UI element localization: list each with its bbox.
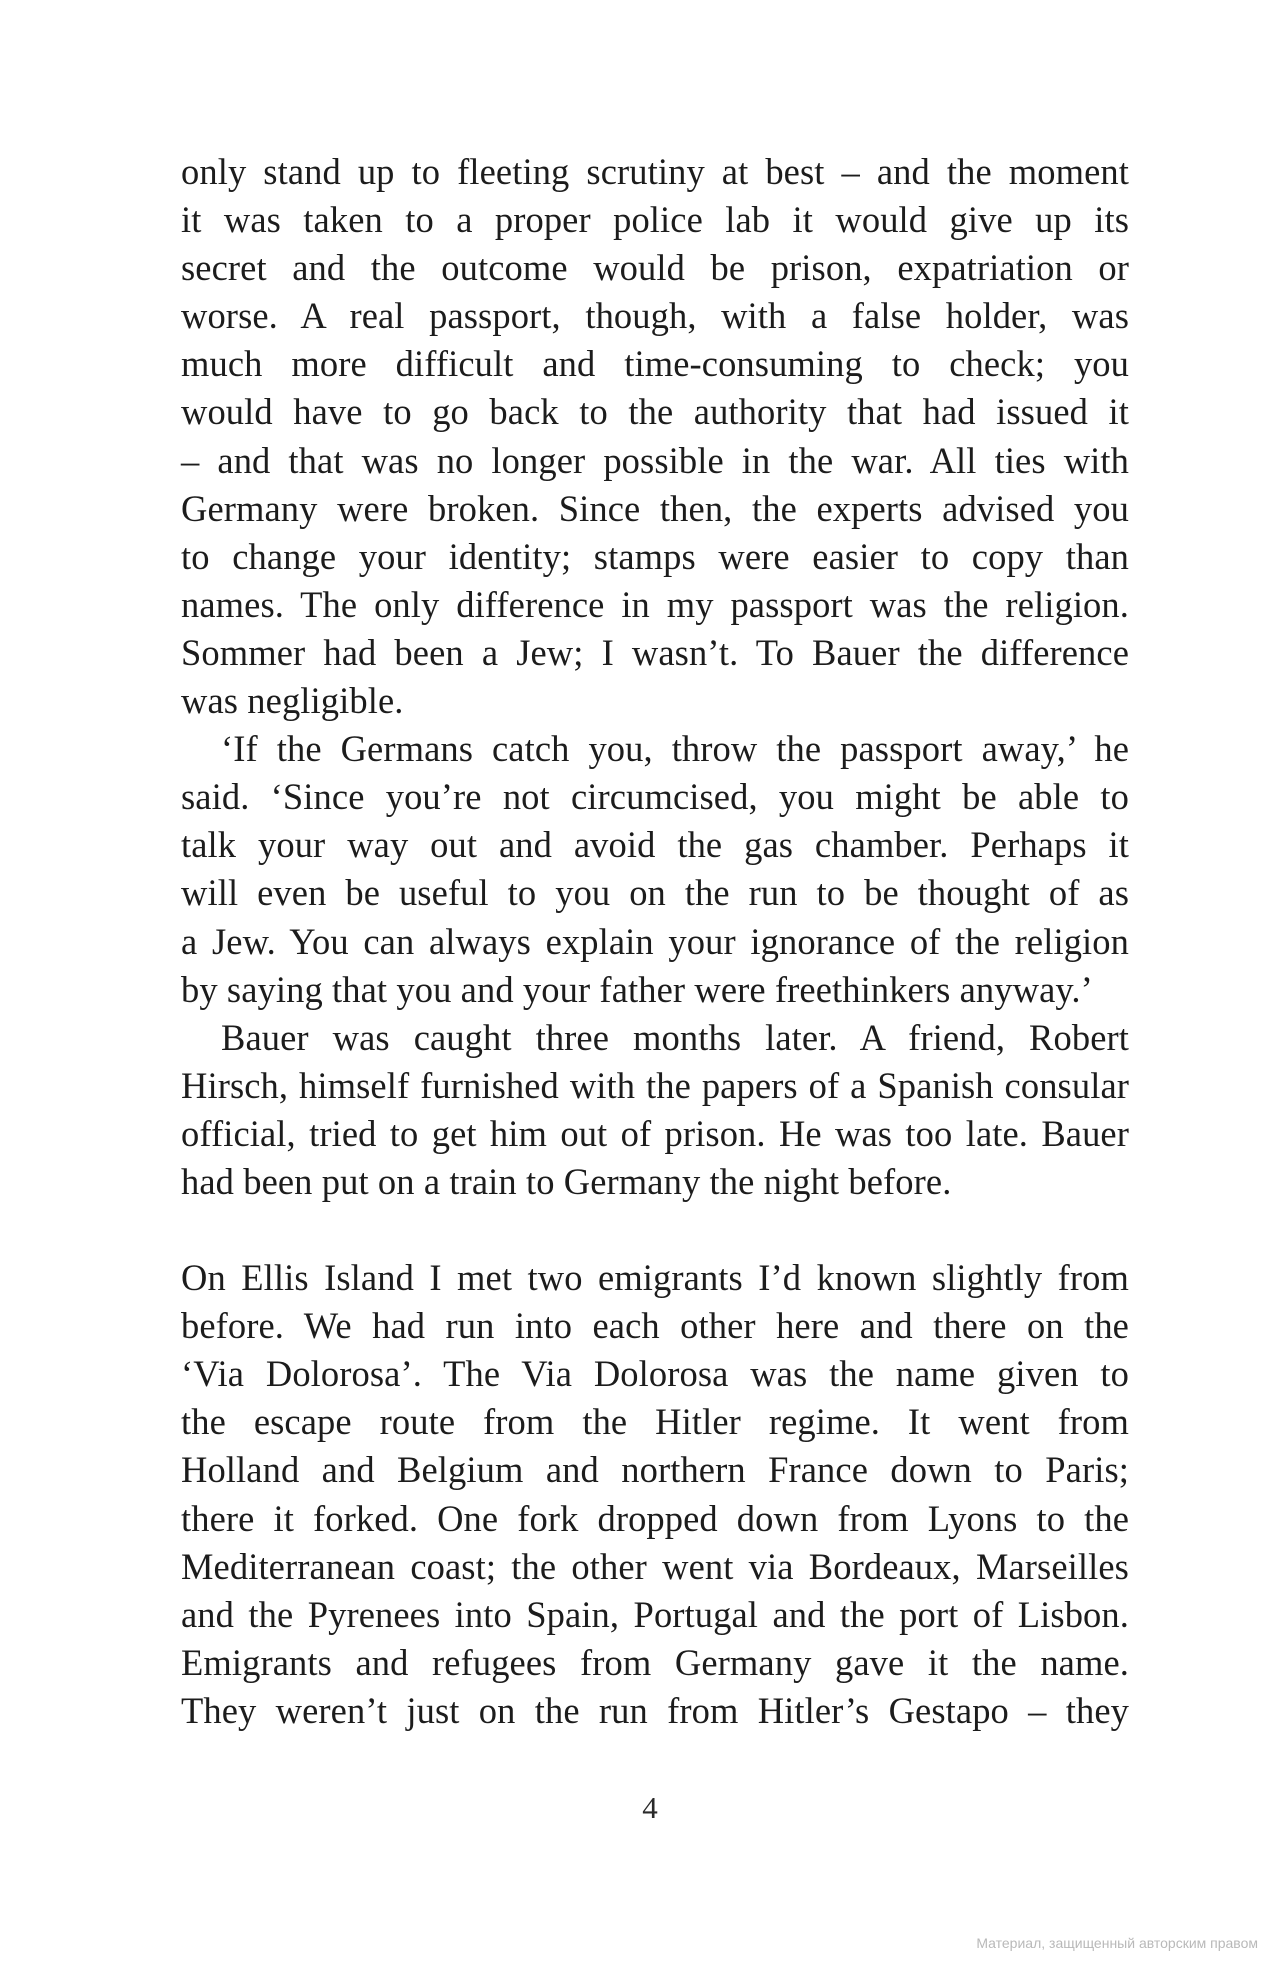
copyright-watermark: Материал, защищенный авторским правом <box>976 1935 1258 1951</box>
text-line: talk your way out and avoid the gas chamber. Perhaps it <box>181 824 1129 866</box>
text-line: there it forked. One fork dropped down from Lyons to the <box>181 1497 1129 1539</box>
text-line: said. ‘Since you’re not circumcised, you might be able to <box>181 776 1129 818</box>
text-line: before. We had run into each other here and there on the <box>181 1305 1129 1347</box>
paragraph <box>181 148 1129 725</box>
text-line: the escape route from the Hitler regime. It went from <box>181 1401 1129 1443</box>
text-line: Germany were broken. Since then, the experts advised you <box>181 487 1129 529</box>
text-line: Emigrants and refugees from Germany gave it the name. <box>181 1641 1129 1683</box>
text-line: On Ellis Island I met two emigrants I’d known slightly from <box>181 1257 1129 1299</box>
text-line: ‘Via Dolorosa’. The Via Dolorosa was the name given to <box>181 1353 1129 1395</box>
text-line: much more difficult and time-consuming to check; you <box>181 343 1129 385</box>
text-line: it was taken to a proper police lab it would give up its <box>181 199 1129 241</box>
text-line: had been put on a train to Germany the night before. <box>181 1160 952 1202</box>
paragraph <box>181 1254 1129 1735</box>
section-break <box>181 1206 1129 1254</box>
text-line: would have to go back to the authority that had issued it <box>181 391 1129 433</box>
text-line: worse. A real passport, though, with a false holder, was <box>181 295 1129 337</box>
text-line: Hirsch, himself furnished with the papers of a Spanish consular <box>181 1064 1129 1106</box>
text-line: Sommer had been a Jew; I wasn’t. To Bauer the difference <box>181 631 1129 673</box>
text-line: official, tried to get him out of prison. He was too late. Bauer <box>181 1112 1129 1154</box>
text-line: secret and the outcome would be prison, expatriation or <box>181 247 1129 289</box>
text-line: names. The only difference in my passport was the religion. <box>181 583 1129 625</box>
text-line: by saying that you and your father were freethinkers anyway.’ <box>181 968 1093 1010</box>
paragraph <box>181 725 1129 1014</box>
text-line: ‘If the Germans catch you, throw the passport away,’ he <box>221 728 1129 770</box>
text-line: Mediterranean coast; the other went via Bordeaux, Marseilles <box>181 1545 1129 1587</box>
text-line: – and that was no longer possible in the war. All ties with <box>181 439 1129 481</box>
page-number: 4 <box>642 1790 658 1825</box>
text-line: will even be useful to you on the run to be thought of as <box>181 872 1129 914</box>
page-body <box>181 148 1129 1735</box>
text-line: Holland and Belgium and northern France down to Paris; <box>181 1449 1129 1491</box>
text-line: only stand up to fleeting scrutiny at best – and the moment <box>181 151 1129 192</box>
text-line: was negligible. <box>181 680 404 722</box>
text-line: a Jew. You can always explain your ignorance of the religion <box>181 920 1129 962</box>
text-line: to change your identity; stamps were easier to copy than <box>181 535 1129 577</box>
paragraph <box>181 1014 1129 1206</box>
text-line: and the Pyrenees into Spain, Portugal and the port of Lisbon. <box>181 1593 1129 1635</box>
text-line: They weren’t just on the run from Hitler’s Gestapo – they <box>181 1689 1129 1731</box>
text-line: Bauer was caught three months later. A friend, Robert <box>221 1016 1129 1058</box>
